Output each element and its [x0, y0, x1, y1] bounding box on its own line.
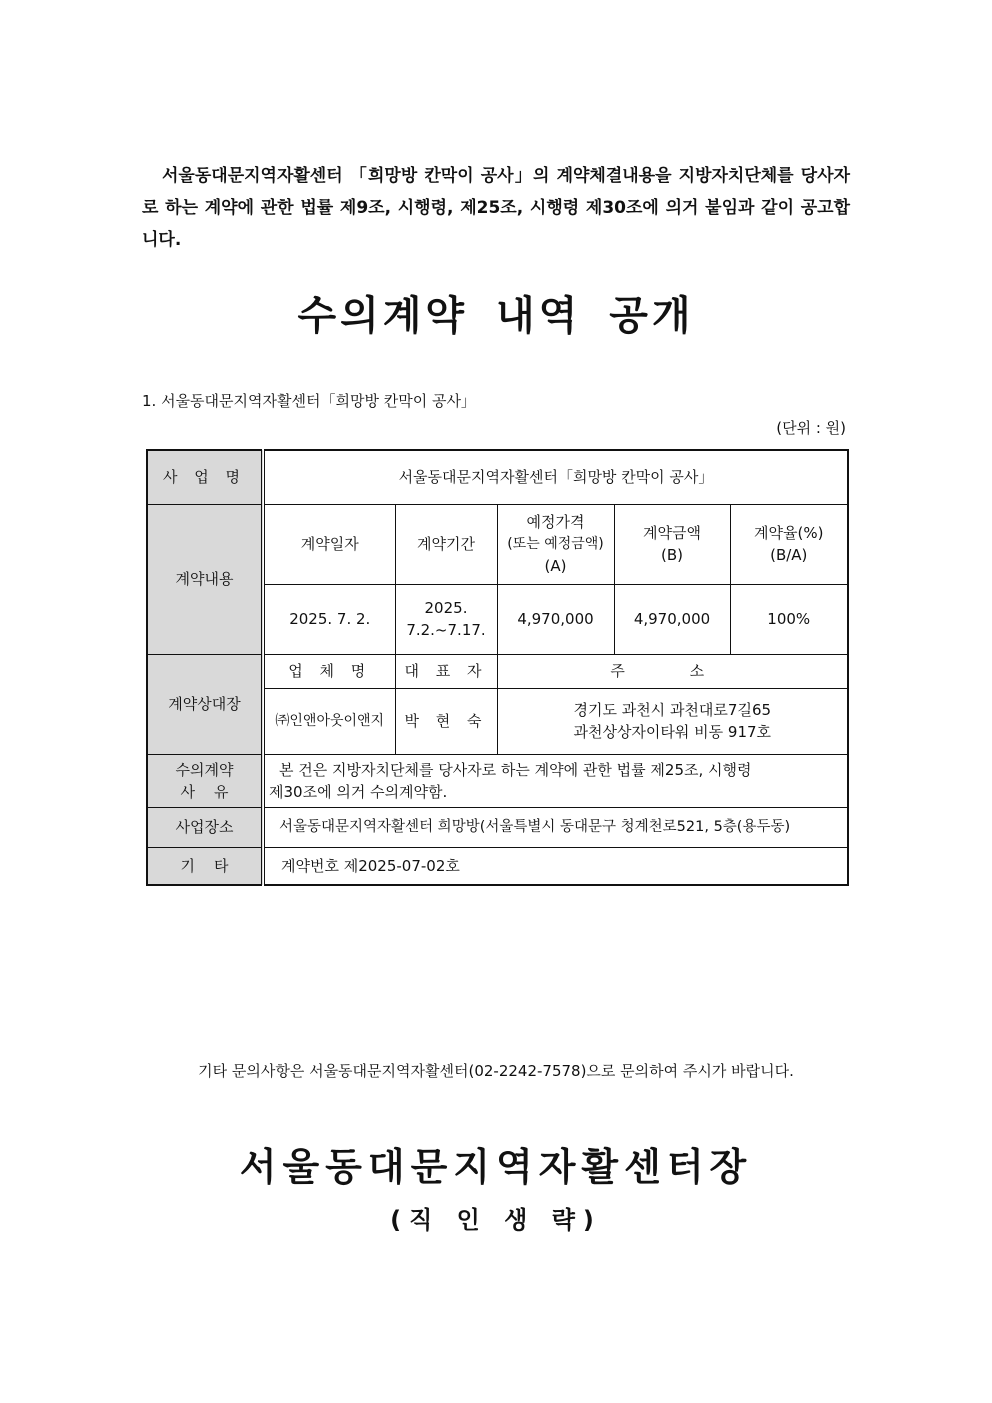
- company-header: 업 체 명: [263, 654, 395, 688]
- location-label: 사업장소: [147, 807, 263, 847]
- contract-amount-header: 계약금액 (B): [614, 504, 730, 584]
- signature: 서울동대문지역자활센터장: [239, 1145, 753, 1189]
- reason-label: 수의계약 사 유: [147, 754, 263, 807]
- etc-row: [147, 847, 848, 885]
- intro-paragraph: [142, 160, 850, 256]
- estimated-price-header: 예정가격 (또는 예정금액) (A): [497, 504, 614, 584]
- counterparty-label: 계약상대장: [147, 654, 263, 754]
- company-value: ㈜인앤아웃이앤지: [263, 688, 395, 754]
- address-header: 주 소: [497, 654, 848, 688]
- reason-row: [147, 754, 848, 807]
- counterparty-header-row: [147, 654, 848, 688]
- business-name-label: 사 업 명: [147, 450, 263, 504]
- contract-period-header: 계약기간: [395, 504, 497, 584]
- contract-period-value: 2025. 7.2.~7.17.: [395, 584, 497, 654]
- etc-value: 계약번호 제2025-07-02호: [263, 847, 848, 885]
- contract-rate-header: 계약율(%) (B/A): [730, 504, 848, 584]
- contract-header-row: [147, 504, 848, 584]
- unit-label: (단위 : 원): [776, 419, 846, 437]
- location-row: [147, 807, 848, 847]
- contract-amount-value: 4,970,000: [614, 584, 730, 654]
- intro-text: 서울동대문지역자활센터 「희망방 칸막이 공사」의 계약체결내용을 지방자치단체를 당사자로 하는 계약에 관한 법률 제9조, 시행령, 제25조, 시행령 제30조에 의거 붙임과 같이 공고합니다.: [142, 166, 850, 250]
- footer-note: 기타 문의사항은 서울동대문지역자활센터(02-2242-7578)으로 문의하여 주시가 바랍니다.: [198, 1062, 794, 1080]
- business-name-row: [147, 450, 848, 504]
- etc-label: 기 타: [147, 847, 263, 885]
- section-heading: 1. 서울동대문지역자활센터「희망방 칸막이 공사」: [142, 392, 476, 410]
- address-value: 경기도 과천시 과천대로7길65 과천상상자이타워 비동 917호: [497, 688, 848, 754]
- page-title: 수의계약 내역 공개: [297, 293, 695, 339]
- reason-value: 본 건은 지방자치단체를 당사자로 하는 계약에 관한 법률 제25조, 시행령 제30조에 의거 수의계약함.: [263, 754, 848, 807]
- contract-date-header: 계약일자: [263, 504, 395, 584]
- location-value: 서울동대문지역자활센터 희망방(서울특별시 동대문구 청계천로521, 5층(용두동): [263, 807, 848, 847]
- contract-date-value: 2025. 7. 2.: [263, 584, 395, 654]
- representative-header: 대 표 자: [395, 654, 497, 688]
- contract-content-label: 계약내용: [147, 504, 263, 654]
- representative-value: 박 현 숙: [395, 688, 497, 754]
- contract-rate-value: 100%: [730, 584, 848, 654]
- estimated-price-value: 4,970,000: [497, 584, 614, 654]
- business-name-value: 서울동대문지역자활센터「희망방 칸막이 공사」: [263, 450, 848, 504]
- seal-note: (직 인 생 략): [390, 1206, 602, 1234]
- contract-table: [146, 449, 849, 886]
